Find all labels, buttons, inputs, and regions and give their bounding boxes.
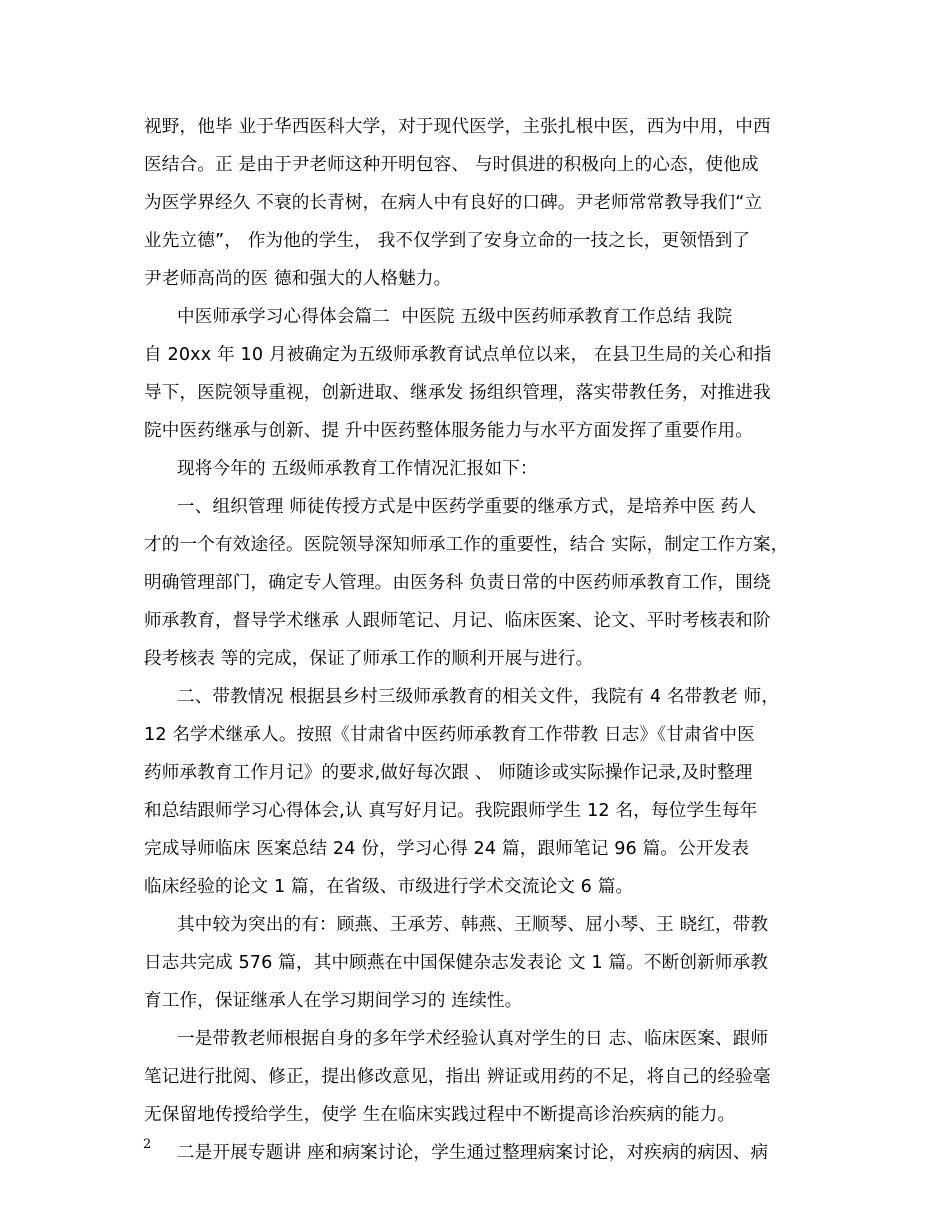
text-line: 视野，他毕 业于华西医科大学，对于现代医学，主张扎根中医，西为中用，中西 bbox=[144, 117, 771, 137]
text-line: 药师承教育工作月记》的要求,做好每次跟 、 师随诊或实际操作记录,及时整理 bbox=[144, 763, 753, 783]
text-line: 尹老师高尚的医 德和强大的人格魅力。 bbox=[144, 269, 452, 289]
text-line: 医结合。正 是由于尹老师这种开明包容、 与时俱进的积极向上的心态，使他成 bbox=[144, 155, 759, 175]
text-line: 导下，医院领导重视，创新进取、继承发 扬组织管理，落实带教任务，对推进我 bbox=[144, 383, 771, 403]
text-line: 院中医药继承与创新、提 升中医药整体服务能力与水平方面发挥了重要作用。 bbox=[144, 421, 754, 441]
text-line: 二是开展专题讲 座和病案讨论，学生通过整理病案讨论，对疾病的病因、病 bbox=[177, 1143, 769, 1163]
text-line: 师承教育，督导学术继承 人跟师笔记、月记、临床医案、论文、平时考核表和阶 bbox=[144, 611, 771, 631]
text-line: 完成导师临床 医案总结 24 份，学习心得 24 篇，跟师笔记 96 篇。公开发表 bbox=[144, 839, 750, 859]
text-line: 才的一个有效途径。医院领导深知师承工作的重要性，结合 实际，制定工作方案， bbox=[144, 535, 789, 555]
text-line: 和总结跟师学习心得体会,认 真写好月记。我院跟师学生 12 名，每位学生每年 bbox=[144, 801, 758, 821]
text-line: 一、组织管理 师徒传授方式是中医药学重要的继承方式，是培养中医 药人 bbox=[177, 497, 757, 517]
text-line: 现将今年的 五级师承教育工作情况汇报如下： bbox=[177, 459, 538, 479]
text-line: 12 名学术继承人。按照《甘肃省中医药师承教育工作带教 日志》《甘肃省中医 bbox=[144, 725, 755, 745]
text-line: 中医师承学习心得体会篇二 中医院 五级中医药师承教育工作总结 我院 bbox=[177, 307, 733, 327]
text-line: 育工作，保证继承人在学习期间学习的 连续性。 bbox=[144, 991, 523, 1011]
text-line: 明确管理部门，确定专人管理。由医务科 负责日常的中医药师承教育工作，围绕 bbox=[144, 573, 771, 593]
text-line: 为医学界经久 不衰的长青树，在病人中有良好的口碑。尹老师常常教导我们“立 bbox=[144, 193, 763, 213]
text-line: 段考核表 等的完成，保证了师承工作的顺利开展与进行。 bbox=[144, 649, 594, 669]
text-line: 二、带教情况 根据县乡村三级师承教育的相关文件，我院有 4 名带教老 师， bbox=[177, 687, 780, 707]
page-number: 2 bbox=[143, 1137, 152, 1152]
text-line: 一是带教老师根据自身的多年学术经验认真对学生的日 志、临床医案、跟师 bbox=[177, 1029, 769, 1049]
text-line: 业先立德”， 作为他的学生， 我不仅学到了安身立命的一技之长，更领悟到了 bbox=[144, 231, 751, 251]
text-line: 其中较为突出的有：顾燕、王承芳、韩燕、王顺琴、屈小琴、王 晓红，带教 bbox=[177, 915, 769, 935]
text-line: 自 20xx 年 10 月被确定为五级师承教育试点单位以来， 在县卫生局的关心和指 bbox=[144, 345, 772, 365]
text-line: 临床经验的论文 1 篇，在省级、市级进行学术交流论文 6 篇。 bbox=[144, 877, 634, 897]
text-line: 日志共完成 576 篇，其中顾燕在中国保健杂志发表论 文 1 篇。不断创新师承教 bbox=[144, 953, 769, 973]
text-line: 无保留地传授给学生，使学 生在临床实践过程中不断提高诊治疾病的能力。 bbox=[144, 1105, 736, 1125]
text-line: 笔记进行批阅、修正，提出修改意见，指出 辨证或用药的不足，将自己的经验毫 bbox=[144, 1067, 771, 1087]
